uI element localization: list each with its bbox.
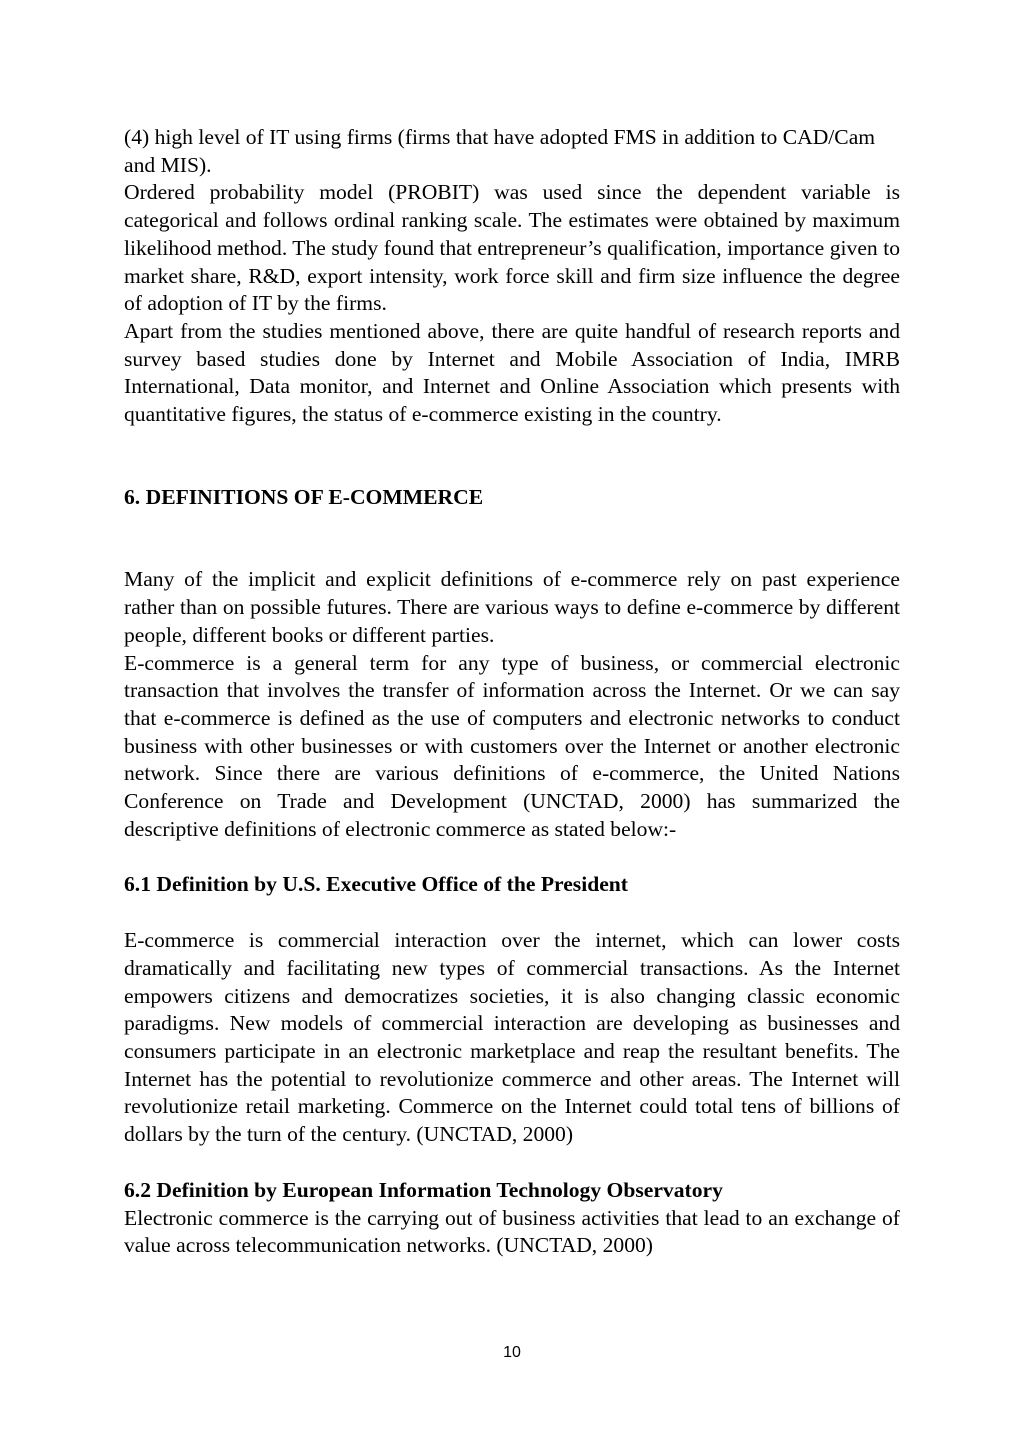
section-heading-definitions: 6. DEFINITIONS OF E-COMMERCE — [124, 484, 484, 509]
paragraph-european-definition: Electronic commerce is the carrying out of business activities that lead to an exchange of value across telecommunication networks. (UNCTAD, 2000) — [124, 1205, 900, 1258]
subsection-heading-us-executive-office: 6.1 Definition by U.S. Executive Office of the President — [124, 872, 628, 897]
subsection-heading-european-observatory: 6.2 Definition by European Information Technology Observatory — [124, 1177, 723, 1202]
document-page — [124, 124, 900, 1260]
page-number: 10 — [503, 1344, 521, 1361]
paragraph-it-firms-level: (4) high level of IT using firms (firms that have adopted FMS in addition to CAD/Cam and MIS). — [124, 125, 876, 177]
paragraph-definitions-intro: Many of the implicit and explicit definitions of e-commerce rely on past experience rather than on possible futures. There are various ways to define e-commerce by different people, different books or different parties. — [124, 567, 900, 647]
paragraph-ecommerce-general-term: E-commerce is a general term for any type of business, or commercial electronic transaction that involves the transfer of information across the Internet. Or we can say that e-commerce is defined as the use of computers and electronic networks to conduct business with other businesses or with customers over the Internet or another electronic network. Since there are various definitions of e-commerce, the United Nations Conference on Trade and Development (UNCTAD, 2000) has summarized the descriptive definitions of electronic commerce as stated below:- — [124, 650, 900, 841]
paragraph-us-definition: E-commerce is commercial interaction over the internet, which can lower costs dramatically and facilitating new types of commercial transactions. As the Internet empowers citizens and democratizes societies, it is also changing classic economic paradigms. New models of commercial interaction are developing as businesses and consumers participate in an electronic marketplace and reap the resultant benefits. The Internet has the potential to revolutionize commerce and other areas. The Internet will revolutionize retail marketing. Commerce on the Internet could total tens of billions of dollars by the turn of the century. (UNCTAD, 2000) — [124, 928, 900, 1147]
paragraph-other-studies: Apart from the studies mentioned above, there are quite handful of research reports and survey based studies done by Internet and Mobile Association of India, IMRB International, Data monitor, and Internet and Online Association which presents with quantitative figures, the status of e-commerce existing in the country. — [124, 318, 900, 427]
paragraph-probit-model: Ordered probability model (PROBIT) was used since the dependent variable is categorical and follows ordinal ranking scale. The estimates were obtained by maximum likelihood method. The study found that entrepreneur’s qualification, importance given to market share, R&D, export intensity, work force skill and firm size influence the degree of adoption of IT by the firms. — [124, 180, 900, 316]
